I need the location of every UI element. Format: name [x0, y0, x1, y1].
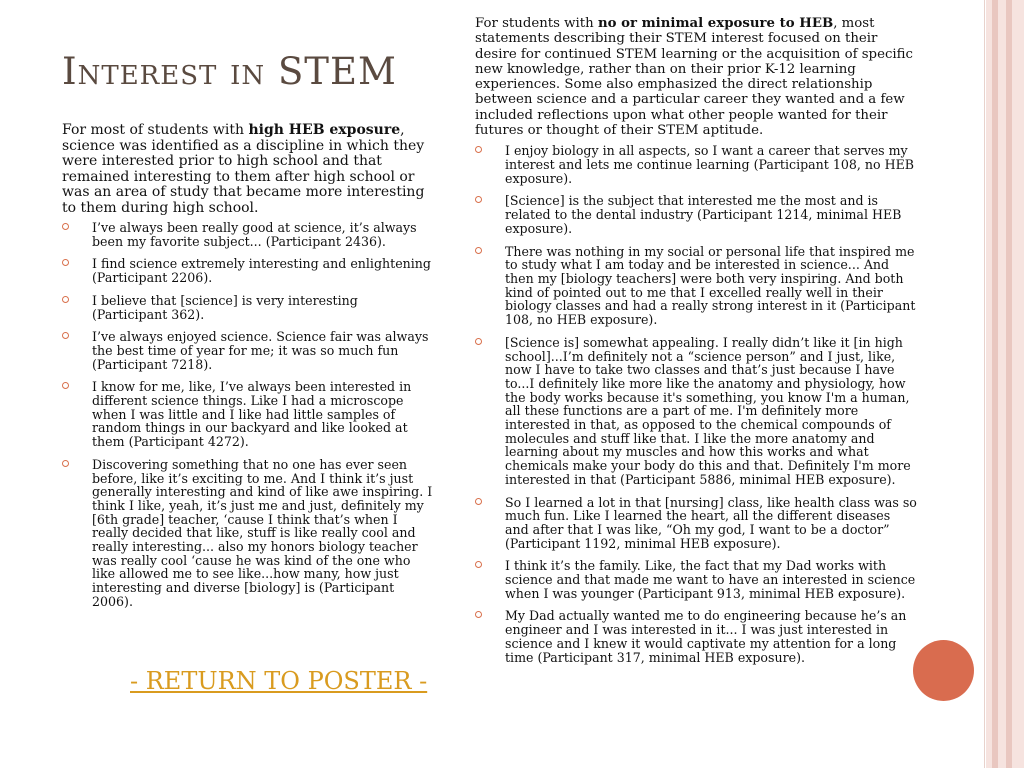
- circle-bullet-icon: [475, 611, 482, 618]
- intro-text: , most statements describing their STEM interest focused on their desire for continued STEM learning or the acquisition of specific new knowledge, rather than on their prior K-12 learning experiences. Some also emphasized the direct relationship between science and a particular career they wanted and a few included reflections upon what other people wanted for their futures or thought of their STEM aptitude.: [475, 16, 913, 139]
- quote-text: I know for me, like, I’ve always been interested in different science things. Like I had a microscope when I was little and I like had little samples of random things in our backyard and like looked at them (Participant 4272).: [92, 379, 412, 450]
- circle-bullet-icon: [62, 296, 69, 303]
- intro-emphasis: no or minimal exposure to HEB: [597, 16, 834, 31]
- quote-text: [Science] is the subject that interested me the most and is related to the dental industry (Participant 1214, minimal HEB exposure).: [505, 193, 902, 236]
- left-intro: [62, 123, 437, 216]
- circle-bullet-icon: [475, 561, 482, 568]
- circle-bullet-icon: [62, 382, 69, 389]
- circle-bullet-icon: [62, 223, 69, 230]
- quote-text: Discovering something that no one has ever seen before, like it’s exciting to me. And I think it’s just generally interesting and kind of like awe inspiring. I think I like, yeah, it’s just me and just, definitely my [6th grade] teacher, ‘cause I think that’s when I really decided that like, stuff is like really cool and really interesting... also my honors biology teacher was really cool ‘cause he was kind of the one who like allowed me to see like...how many, how just interesting and diverse [biology] is (Participant 2006).: [92, 456, 433, 609]
- decorative-circle: [913, 640, 974, 701]
- slide-title: Interest in STEM: [62, 50, 397, 93]
- quote-text: I find science extremely interesting and enlightening (Participant 2206).: [92, 256, 431, 286]
- return-to-poster-link[interactable]: - RETURN TO POSTER -: [130, 667, 428, 695]
- quote-item: [475, 194, 917, 235]
- quote-item: [475, 609, 917, 664]
- quote-text: I enjoy biology in all aspects, so I want a career that serves my interest and lets me continue learning (Participant 108, no HEB exposure).: [505, 143, 915, 186]
- circle-bullet-icon: [62, 332, 69, 339]
- stripe-line: [1006, 0, 1012, 768]
- intro-text: For students with: [475, 16, 598, 31]
- circle-bullet-icon: [475, 498, 482, 505]
- decorative-stripes: [986, 0, 1024, 768]
- intro-emphasis: high HEB exposure: [248, 122, 401, 138]
- circle-bullet-icon: [475, 247, 482, 254]
- quote-item: [62, 380, 437, 449]
- intro-text: , science was identified as a discipline in which they were interested prior to high school and that remained interesting to them after high school or was an area of study that became more interesting to them during high school.: [62, 122, 425, 216]
- quote-text: There was nothing in my social or personal life that inspired me to study what I am today and be interested in science... And then my [biology teachers] were both very inspiring. And both kind of pointed out to me that I excelled really well in their biology classes and had a really strong interest in it (Participant 108, no HEB exposure).: [505, 243, 916, 328]
- quote-item: [62, 330, 437, 371]
- intro-text: For most of students with: [62, 122, 249, 138]
- quote-text: [Science is] somewhat appealing. I really didn’t like it [in high school]...I’m definitely not a “science person” and I just, like, now I have to take two classes and that’s just because I have to...I definitely like more like the anatomy and physiology, how the body works because it's something, you know I'm a human, all these functions are a part of me. I'm definitely more interested in that, as opposed to the chemical compounds of molecules and stuff like that. I like the more anatomy and learning about my muscles and how this works and what chemicals make your body do this and that. Definitely I'm more interested in that (Participant 5886, minimal HEB exposure).: [505, 334, 911, 487]
- quote-item: [62, 257, 437, 284]
- right-intro: [475, 16, 917, 138]
- quote-item: [475, 245, 917, 327]
- quote-text: I’ve always been really good at science, it’s always been my favorite subject... (Participant 2436).: [92, 220, 417, 249]
- stripe-line: [992, 0, 998, 768]
- circle-bullet-icon: [475, 338, 482, 345]
- left-column: [62, 123, 437, 618]
- circle-bullet-icon: [62, 460, 69, 467]
- quote-text: So I learned a lot in that [nursing] class, like health class was so much fun. Like I learned the heart, all the different diseases and after that I was like, “Oh my god, I want to be a doctor” (Participant 1192, minimal HEB exposure).: [505, 494, 917, 551]
- quote-text: I think it’s the family. Like, the fact that my Dad works with science and that made me want to have an interested in science when I was younger (Participant 913, minimal HEB exposure).: [505, 558, 916, 601]
- circle-bullet-icon: [475, 146, 482, 153]
- quote-item: [475, 144, 917, 185]
- quote-item: [62, 221, 437, 248]
- circle-bullet-icon: [62, 259, 69, 266]
- quote-item: [62, 294, 437, 321]
- right-column: [475, 16, 917, 673]
- quote-text: I’ve always enjoyed science. Science fair was always the best time of year for me; it was so much fun (Participant 7218).: [92, 329, 429, 372]
- quote-item: [62, 458, 437, 609]
- quote-item: [475, 496, 917, 551]
- right-quote-list: [475, 144, 917, 664]
- quote-text: I believe that [science] is very interesting (Participant 362).: [92, 292, 358, 322]
- circle-bullet-icon: [475, 196, 482, 203]
- left-quote-list: [62, 221, 437, 609]
- quote-text: My Dad actually wanted me to do engineering because he’s an engineer and I was interested in it... I was just interested in science and I knew it would captivate my attention for a long time (Participant 317, minimal HEB exposure).: [505, 608, 907, 665]
- quote-item: [475, 559, 917, 600]
- quote-item: [475, 336, 917, 487]
